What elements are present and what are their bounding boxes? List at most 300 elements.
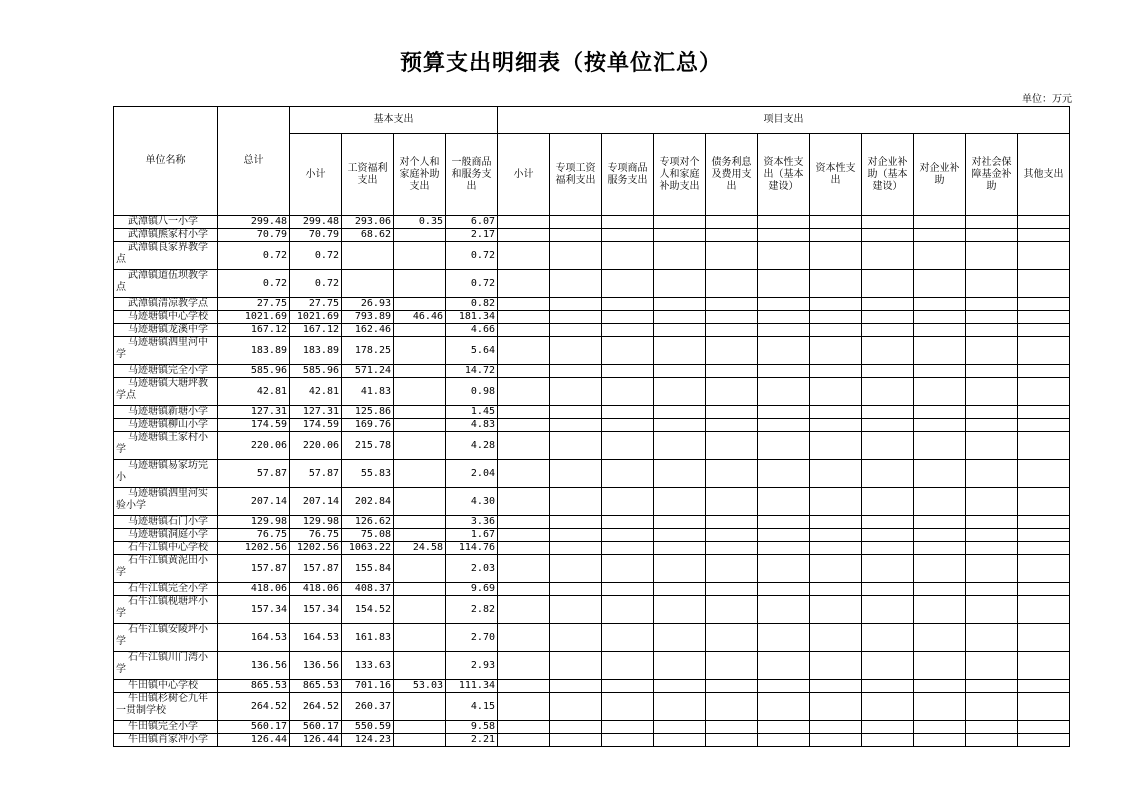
project-cell — [914, 596, 966, 624]
project-cell — [914, 419, 966, 432]
basic-individual-cell — [394, 529, 446, 542]
basic-wage-cell: 550.59 — [342, 721, 394, 734]
table-row — [114, 680, 1070, 693]
project-cell — [966, 378, 1018, 406]
project-cell — [914, 337, 966, 365]
basic-subtotal-cell: 418.06 — [290, 583, 342, 596]
project-cell — [602, 242, 654, 270]
basic-goods-cell: 5.64 — [446, 337, 498, 365]
project-cell — [914, 542, 966, 555]
project-cell — [810, 406, 862, 419]
project-cell — [914, 365, 966, 378]
project-cell — [758, 555, 810, 583]
basic-individual-cell: 0.35 — [394, 216, 446, 229]
project-cell — [654, 311, 706, 324]
basic-wage-cell: 55.83 — [342, 460, 394, 488]
basic-wage-cell: 260.37 — [342, 693, 394, 721]
total-cell: 136.56 — [218, 652, 290, 680]
header-basic-subtotal: 小计 — [290, 134, 342, 216]
basic-wage-cell: 293.06 — [342, 216, 394, 229]
basic-subtotal-cell: 1021.69 — [290, 311, 342, 324]
total-cell: 220.06 — [218, 432, 290, 460]
basic-individual-cell — [394, 488, 446, 516]
project-cell — [654, 406, 706, 419]
project-cell — [810, 693, 862, 721]
basic-individual-cell — [394, 324, 446, 337]
project-cell — [550, 419, 602, 432]
project-cell — [1018, 693, 1070, 721]
table-row — [114, 596, 1070, 624]
project-cell — [654, 555, 706, 583]
basic-subtotal-cell: 560.17 — [290, 721, 342, 734]
basic-individual-cell — [394, 406, 446, 419]
project-cell — [1018, 419, 1070, 432]
project-cell — [498, 693, 550, 721]
project-cell — [602, 460, 654, 488]
total-cell: 57.87 — [218, 460, 290, 488]
basic-subtotal-cell: 42.81 — [290, 378, 342, 406]
basic-goods-cell: 2.04 — [446, 460, 498, 488]
project-cell — [758, 596, 810, 624]
basic-individual-cell — [394, 734, 446, 747]
project-cell — [550, 378, 602, 406]
basic-goods-cell: 2.93 — [446, 652, 498, 680]
project-cell — [758, 270, 810, 298]
header-basic-goods: 一般商品和服务支出 — [446, 134, 498, 216]
basic-individual-cell — [394, 365, 446, 378]
project-cell — [862, 242, 914, 270]
project-cell — [966, 488, 1018, 516]
project-cell — [966, 298, 1018, 311]
basic-individual-cell — [394, 596, 446, 624]
project-cell — [862, 596, 914, 624]
project-cell — [706, 624, 758, 652]
total-cell: 164.53 — [218, 624, 290, 652]
project-cell — [758, 721, 810, 734]
project-cell — [862, 583, 914, 596]
project-cell — [758, 624, 810, 652]
project-cell — [914, 216, 966, 229]
project-cell — [654, 529, 706, 542]
table-row — [114, 229, 1070, 242]
project-cell — [602, 311, 654, 324]
project-cell — [706, 596, 758, 624]
project-cell — [862, 542, 914, 555]
total-cell: 42.81 — [218, 378, 290, 406]
unit-name-cell: 马迹塘镇完全小学 — [114, 365, 218, 378]
project-cell — [654, 583, 706, 596]
total-cell: 27.75 — [218, 298, 290, 311]
basic-wage-cell: 1063.22 — [342, 542, 394, 555]
basic-subtotal-cell: 157.34 — [290, 596, 342, 624]
project-cell — [862, 460, 914, 488]
unit-name-cell: 马迹塘镇柳山小学 — [114, 419, 218, 432]
project-cell — [810, 270, 862, 298]
project-cell — [966, 542, 1018, 555]
project-cell — [654, 242, 706, 270]
basic-goods-cell: 3.36 — [446, 516, 498, 529]
project-cell — [602, 596, 654, 624]
project-cell — [862, 419, 914, 432]
project-cell — [758, 680, 810, 693]
project-cell — [1018, 432, 1070, 460]
project-cell — [810, 680, 862, 693]
table-row — [114, 242, 1070, 270]
basic-wage-cell: 124.23 — [342, 734, 394, 747]
project-cell — [862, 624, 914, 652]
project-cell — [498, 583, 550, 596]
unit-name-cell: 马迹塘镇易家坊完小 — [114, 460, 218, 488]
basic-goods-cell: 0.72 — [446, 270, 498, 298]
project-cell — [602, 721, 654, 734]
project-cell — [706, 378, 758, 406]
basic-goods-cell: 14.72 — [446, 365, 498, 378]
basic-individual-cell — [394, 432, 446, 460]
project-cell — [914, 721, 966, 734]
total-cell: 264.52 — [218, 693, 290, 721]
basic-subtotal-cell: 70.79 — [290, 229, 342, 242]
basic-goods-cell: 2.82 — [446, 596, 498, 624]
project-cell — [498, 529, 550, 542]
project-cell — [862, 365, 914, 378]
basic-wage-cell — [342, 242, 394, 270]
basic-individual-cell — [394, 721, 446, 734]
project-cell — [654, 216, 706, 229]
project-cell — [498, 365, 550, 378]
project-cell — [1018, 721, 1070, 734]
project-cell — [706, 529, 758, 542]
project-cell — [810, 488, 862, 516]
header-project-debt: 债务利息及费用支出 — [706, 134, 758, 216]
project-cell — [654, 542, 706, 555]
project-cell — [862, 229, 914, 242]
project-cell — [966, 406, 1018, 419]
basic-goods-cell: 2.70 — [446, 624, 498, 652]
table-row — [114, 529, 1070, 542]
project-cell — [550, 229, 602, 242]
basic-wage-cell: 408.37 — [342, 583, 394, 596]
project-cell — [862, 721, 914, 734]
project-cell — [914, 488, 966, 516]
project-cell — [862, 529, 914, 542]
basic-subtotal-cell: 126.44 — [290, 734, 342, 747]
project-cell — [914, 652, 966, 680]
total-cell: 127.31 — [218, 406, 290, 419]
header-total: 总计 — [218, 107, 290, 216]
project-cell — [602, 270, 654, 298]
basic-subtotal-cell: 76.75 — [290, 529, 342, 542]
project-cell — [654, 365, 706, 378]
project-cell — [810, 216, 862, 229]
basic-goods-cell: 1.45 — [446, 406, 498, 419]
header-unit-name: 单位名称 — [114, 107, 218, 216]
basic-goods-cell: 1.67 — [446, 529, 498, 542]
project-cell — [654, 488, 706, 516]
basic-wage-cell: 178.25 — [342, 337, 394, 365]
header-project: 项目支出 — [498, 107, 1070, 134]
project-cell — [498, 270, 550, 298]
basic-subtotal-cell: 183.89 — [290, 337, 342, 365]
project-cell — [706, 216, 758, 229]
project-cell — [602, 529, 654, 542]
project-cell — [706, 406, 758, 419]
header-project-capital: 资本性支出 — [810, 134, 862, 216]
project-cell — [914, 242, 966, 270]
table-row — [114, 419, 1070, 432]
project-cell — [550, 365, 602, 378]
project-cell — [1018, 488, 1070, 516]
project-cell — [550, 555, 602, 583]
unit-name-cell: 武潭镇清凉教学点 — [114, 298, 218, 311]
table-row — [114, 488, 1070, 516]
basic-wage-cell: 126.62 — [342, 516, 394, 529]
project-cell — [810, 242, 862, 270]
project-cell — [862, 378, 914, 406]
basic-subtotal-cell: 264.52 — [290, 693, 342, 721]
basic-goods-cell: 0.98 — [446, 378, 498, 406]
total-cell: 129.98 — [218, 516, 290, 529]
project-cell — [758, 365, 810, 378]
project-cell — [654, 596, 706, 624]
table-row — [114, 337, 1070, 365]
project-cell — [966, 734, 1018, 747]
total-cell: 174.59 — [218, 419, 290, 432]
project-cell — [550, 337, 602, 365]
table-row — [114, 721, 1070, 734]
table-row — [114, 270, 1070, 298]
project-cell — [966, 324, 1018, 337]
project-cell — [706, 516, 758, 529]
project-cell — [914, 270, 966, 298]
project-cell — [706, 337, 758, 365]
basic-goods-cell: 9.58 — [446, 721, 498, 734]
basic-wage-cell: 161.83 — [342, 624, 394, 652]
basic-subtotal-cell: 57.87 — [290, 460, 342, 488]
table-row — [114, 734, 1070, 747]
project-cell — [550, 693, 602, 721]
unit-name-cell: 牛田镇中心学校 — [114, 680, 218, 693]
project-cell — [654, 419, 706, 432]
total-cell: 1021.69 — [218, 311, 290, 324]
total-cell: 167.12 — [218, 324, 290, 337]
basic-wage-cell: 215.78 — [342, 432, 394, 460]
project-cell — [810, 555, 862, 583]
project-cell — [810, 596, 862, 624]
project-cell — [654, 298, 706, 311]
table-row — [114, 406, 1070, 419]
unit-label: 单位：万元 — [1022, 94, 1072, 105]
total-cell: 126.44 — [218, 734, 290, 747]
project-cell — [810, 432, 862, 460]
basic-goods-cell: 9.69 — [446, 583, 498, 596]
basic-goods-cell: 4.30 — [446, 488, 498, 516]
basic-subtotal-cell: 136.56 — [290, 652, 342, 680]
project-cell — [654, 680, 706, 693]
project-cell — [1018, 460, 1070, 488]
project-cell — [654, 378, 706, 406]
project-cell — [498, 596, 550, 624]
project-cell — [1018, 337, 1070, 365]
unit-name-cell: 马迹塘镇王家村小学 — [114, 432, 218, 460]
project-cell — [706, 542, 758, 555]
project-cell — [810, 419, 862, 432]
project-cell — [1018, 406, 1070, 419]
project-cell — [862, 311, 914, 324]
project-cell — [1018, 596, 1070, 624]
unit-name-cell: 石牛江镇安陵坪小学 — [114, 624, 218, 652]
project-cell — [706, 229, 758, 242]
project-cell — [914, 555, 966, 583]
project-cell — [810, 378, 862, 406]
total-cell: 157.34 — [218, 596, 290, 624]
project-cell — [602, 516, 654, 529]
project-cell — [1018, 542, 1070, 555]
project-cell — [758, 378, 810, 406]
basic-wage-cell: 154.52 — [342, 596, 394, 624]
page-title: 预算支出明细表（按单位汇总） — [399, 50, 722, 76]
project-cell — [706, 432, 758, 460]
project-cell — [654, 652, 706, 680]
unit-name-cell: 石牛江镇完全小学 — [114, 583, 218, 596]
basic-individual-cell: 24.58 — [394, 542, 446, 555]
project-cell — [706, 721, 758, 734]
header-project-social-security: 对社会保障基金补助 — [966, 134, 1018, 216]
project-cell — [758, 488, 810, 516]
project-cell — [498, 242, 550, 270]
unit-name-cell: 石牛江镇黄泥田小学 — [114, 555, 218, 583]
basic-wage-cell: 26.93 — [342, 298, 394, 311]
project-cell — [810, 324, 862, 337]
unit-name-cell: 牛田镇杉树仑九年一贯制学校 — [114, 693, 218, 721]
project-cell — [862, 734, 914, 747]
basic-individual-cell — [394, 460, 446, 488]
total-cell: 418.06 — [218, 583, 290, 596]
project-cell — [810, 542, 862, 555]
unit-name-cell: 马迹塘镇泗里河中学 — [114, 337, 218, 365]
table-row — [114, 624, 1070, 652]
project-cell — [966, 680, 1018, 693]
basic-individual-cell — [394, 378, 446, 406]
basic-individual-cell — [394, 652, 446, 680]
total-cell: 0.72 — [218, 270, 290, 298]
project-cell — [498, 406, 550, 419]
project-cell — [966, 529, 1018, 542]
project-cell — [758, 229, 810, 242]
basic-goods-cell: 181.34 — [446, 311, 498, 324]
project-cell — [602, 298, 654, 311]
project-cell — [914, 311, 966, 324]
project-cell — [1018, 229, 1070, 242]
unit-name-cell: 马迹塘镇龙溪中学 — [114, 324, 218, 337]
project-cell — [966, 624, 1018, 652]
project-cell — [914, 583, 966, 596]
project-cell — [498, 298, 550, 311]
project-cell — [758, 516, 810, 529]
basic-individual-cell — [394, 583, 446, 596]
project-cell — [966, 596, 1018, 624]
basic-subtotal-cell: 0.72 — [290, 270, 342, 298]
total-cell: 1202.56 — [218, 542, 290, 555]
table-row — [114, 555, 1070, 583]
project-cell — [862, 298, 914, 311]
project-cell — [966, 432, 1018, 460]
basic-goods-cell: 4.66 — [446, 324, 498, 337]
project-cell — [914, 460, 966, 488]
project-cell — [498, 488, 550, 516]
total-cell: 157.87 — [218, 555, 290, 583]
header-project-wage: 专项工资福利支出 — [550, 134, 602, 216]
project-cell — [1018, 516, 1070, 529]
unit-name-cell: 马迹塘镇泗里河实验小学 — [114, 488, 218, 516]
project-cell — [550, 652, 602, 680]
project-cell — [550, 721, 602, 734]
project-cell — [602, 652, 654, 680]
project-cell — [498, 624, 550, 652]
table-row — [114, 652, 1070, 680]
project-cell — [602, 216, 654, 229]
project-cell — [550, 298, 602, 311]
table-row — [114, 693, 1070, 721]
basic-individual-cell — [394, 298, 446, 311]
project-cell — [654, 516, 706, 529]
project-cell — [654, 270, 706, 298]
project-cell — [810, 229, 862, 242]
project-cell — [706, 693, 758, 721]
project-cell — [758, 242, 810, 270]
basic-wage-cell: 133.63 — [342, 652, 394, 680]
header-project-other: 其他支出 — [1018, 134, 1070, 216]
project-cell — [1018, 555, 1070, 583]
project-cell — [654, 337, 706, 365]
project-cell — [706, 324, 758, 337]
basic-wage-cell: 701.16 — [342, 680, 394, 693]
project-cell — [706, 270, 758, 298]
project-cell — [602, 365, 654, 378]
project-cell — [498, 432, 550, 460]
basic-subtotal-cell: 157.87 — [290, 555, 342, 583]
basic-individual-cell — [394, 555, 446, 583]
basic-subtotal-cell: 299.48 — [290, 216, 342, 229]
project-cell — [810, 516, 862, 529]
basic-subtotal-cell: 585.96 — [290, 365, 342, 378]
total-cell: 299.48 — [218, 216, 290, 229]
project-cell — [862, 680, 914, 693]
basic-wage-cell: 75.08 — [342, 529, 394, 542]
basic-goods-cell: 2.17 — [446, 229, 498, 242]
table-row — [114, 542, 1070, 555]
project-cell — [914, 529, 966, 542]
basic-goods-cell: 2.21 — [446, 734, 498, 747]
project-cell — [966, 460, 1018, 488]
project-cell — [758, 311, 810, 324]
project-cell — [810, 529, 862, 542]
project-cell — [914, 624, 966, 652]
basic-goods-cell: 4.15 — [446, 693, 498, 721]
header-project-subtotal: 小计 — [498, 134, 550, 216]
project-cell — [758, 216, 810, 229]
project-cell — [602, 337, 654, 365]
unit-name-cell: 马迹塘镇石门小学 — [114, 516, 218, 529]
project-cell — [914, 378, 966, 406]
project-cell — [862, 337, 914, 365]
basic-individual-cell: 53.03 — [394, 680, 446, 693]
project-cell — [966, 337, 1018, 365]
project-cell — [810, 365, 862, 378]
project-cell — [1018, 242, 1070, 270]
project-cell — [706, 680, 758, 693]
project-cell — [602, 542, 654, 555]
project-cell — [706, 555, 758, 583]
